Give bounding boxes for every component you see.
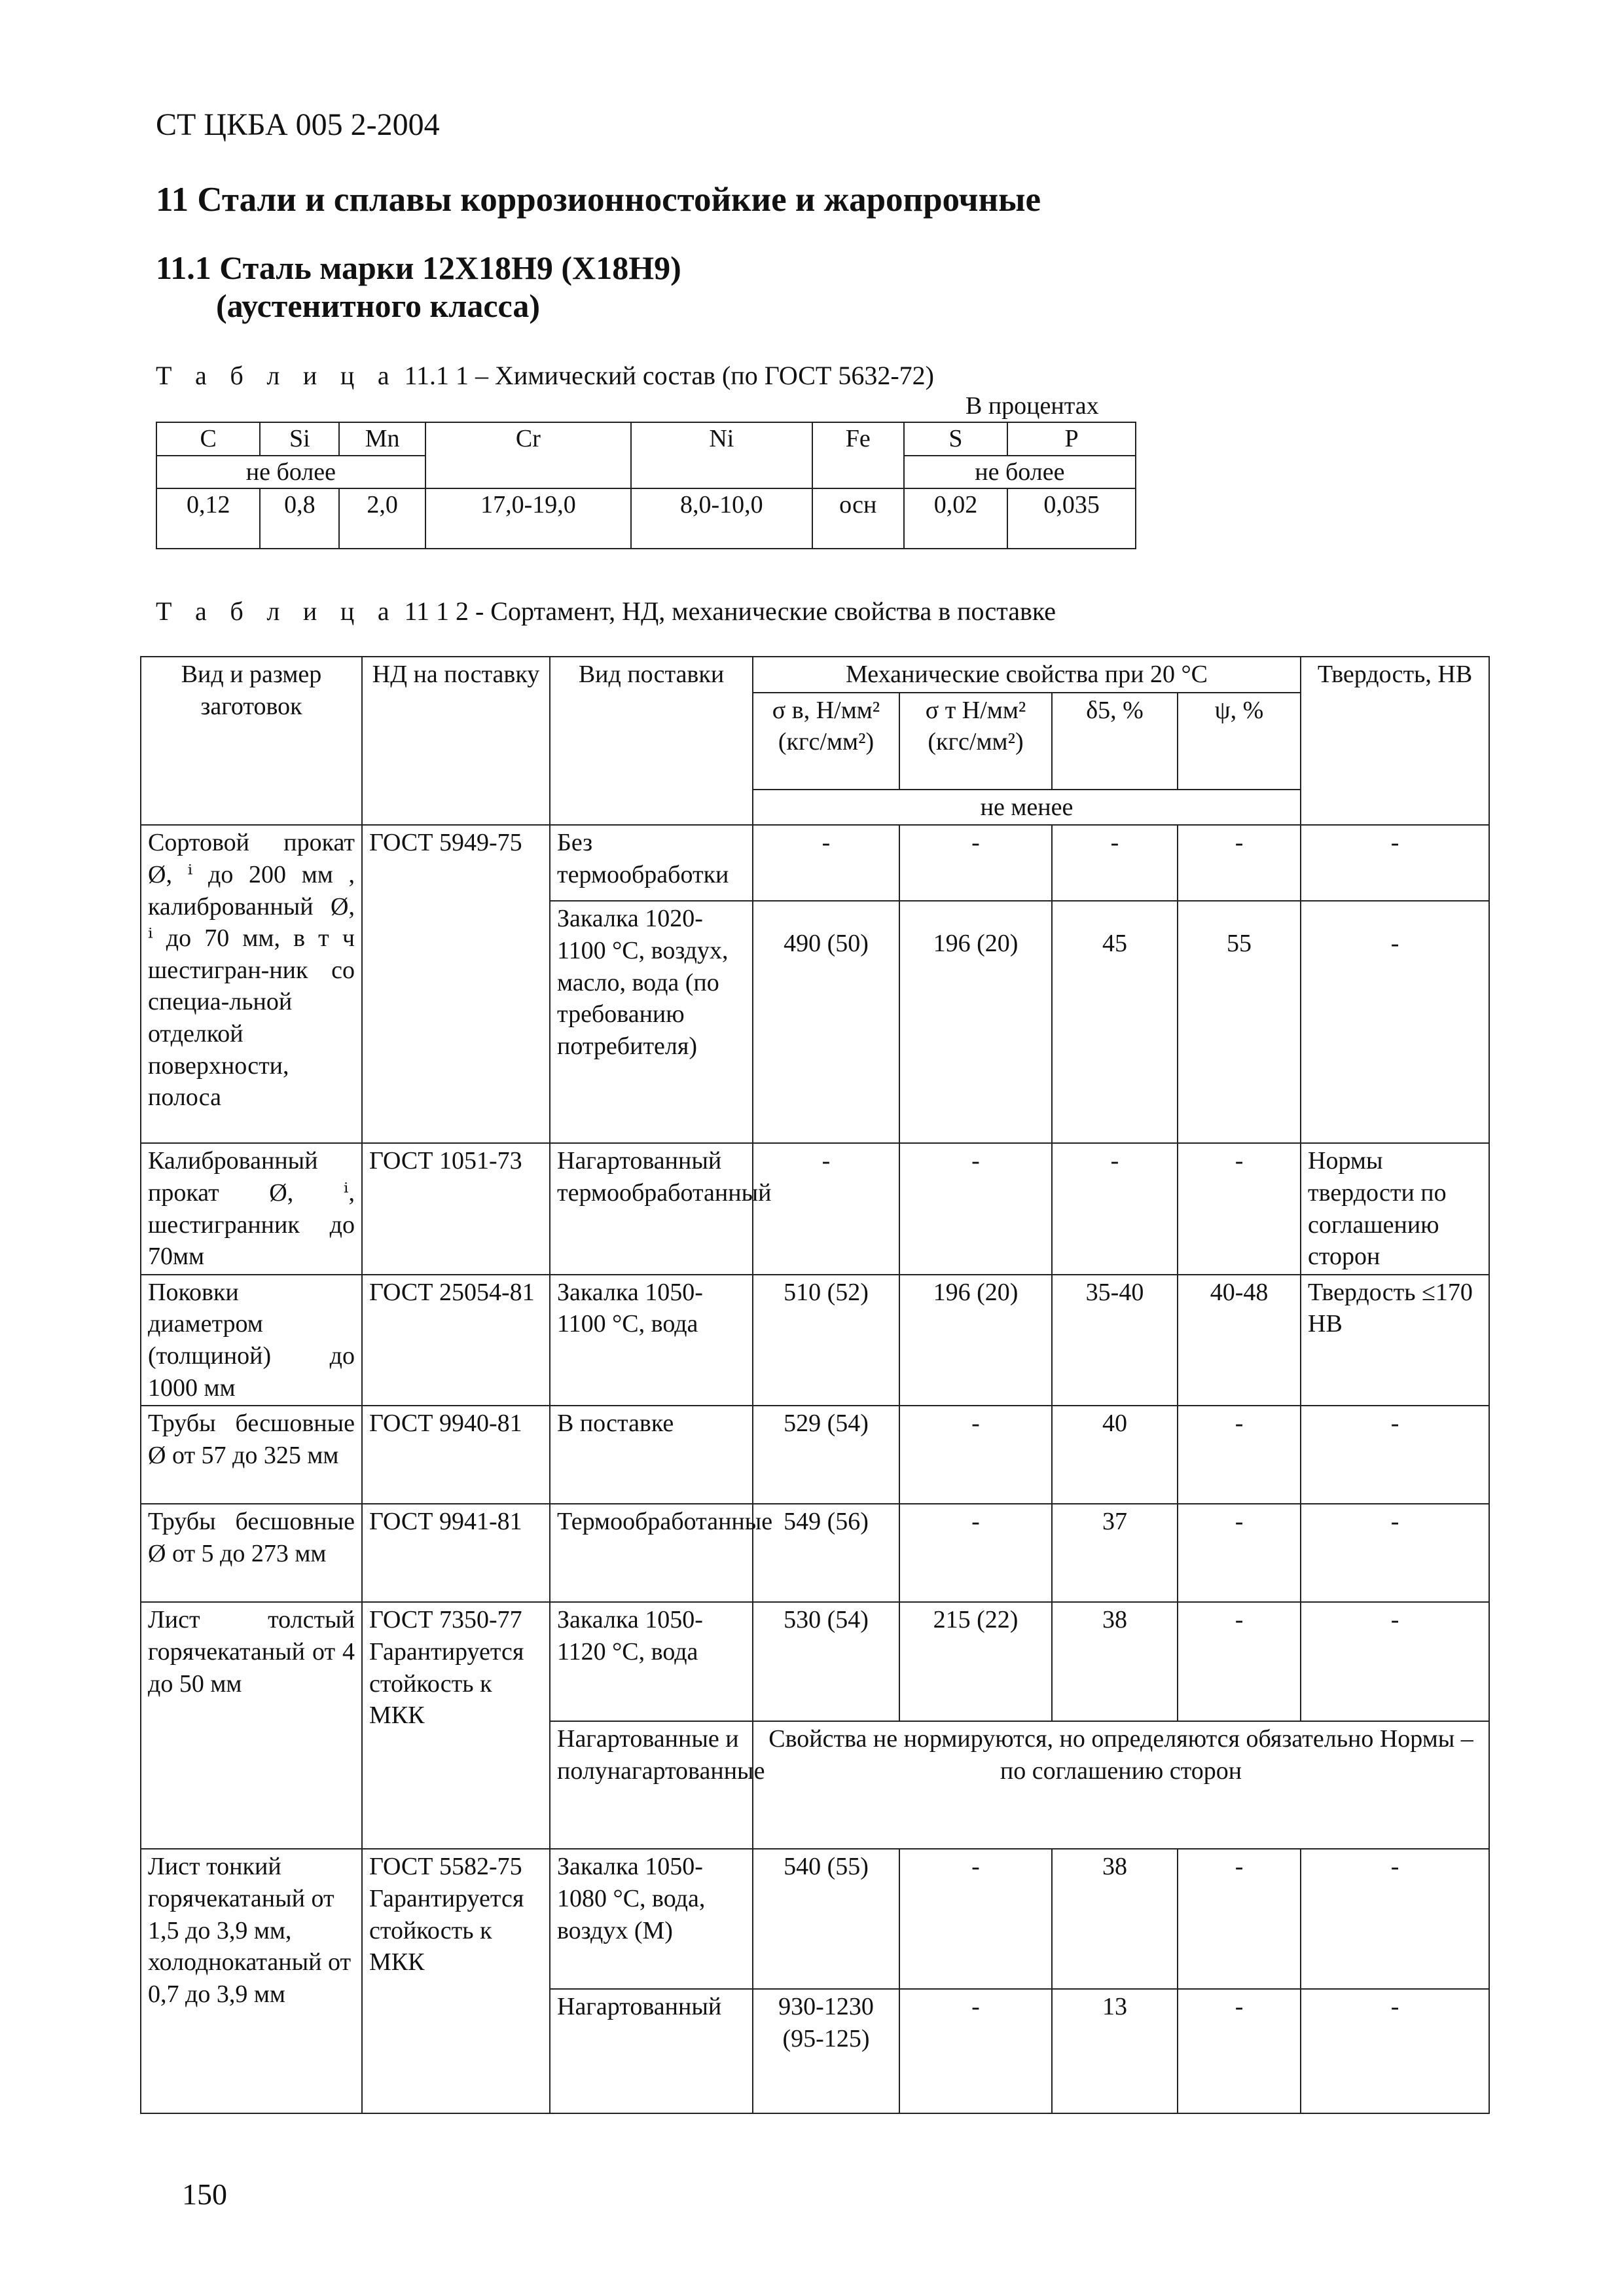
header-kind-size: Вид и размер заготовок xyxy=(141,657,362,825)
row-sigma-t: 215 (22) xyxy=(899,1602,1052,1721)
row-note: Свойства не нормируются, но определяются обязательно Нормы – по соглашению сторон xyxy=(753,1721,1489,1849)
row-psi: - xyxy=(1178,1406,1301,1504)
row-hardness: - xyxy=(1301,901,1489,1143)
table2-caption xyxy=(156,596,1056,627)
table1-header-row xyxy=(156,422,1136,456)
row-sigma-t: 196 (20) xyxy=(899,901,1052,1143)
table1-value-mn: 2,0 xyxy=(339,488,425,549)
row-hardness: - xyxy=(1301,1406,1489,1504)
chemical-composition-table xyxy=(156,422,1136,549)
table1-value-ni: 8,0-10,0 xyxy=(631,488,812,549)
section-title: 11 Стали и сплавы коррозионностойкие и жаропрочные xyxy=(156,181,1041,219)
row-sigma-t: - xyxy=(899,825,1052,901)
table1-value-c: 0,12 xyxy=(156,488,260,549)
row-sigma-t: - xyxy=(899,1143,1052,1275)
row-kind: Трубы бесшовные Ø от 57 до 325 мм xyxy=(141,1406,362,1504)
table1-col-c: С xyxy=(156,422,260,456)
row-delta: 40 xyxy=(1052,1406,1178,1504)
table1-unit: В процентах xyxy=(965,392,1099,420)
table1-value-p: 0,035 xyxy=(1007,488,1136,549)
row-supply: Термообработанные xyxy=(550,1504,753,1602)
table1-caption-word: Т а б л и ц а xyxy=(156,361,398,390)
row-sigma-b: 540 (55) xyxy=(753,1849,899,1989)
row-psi: - xyxy=(1178,1849,1301,1989)
row-nd: ГОСТ 25054-81 xyxy=(362,1275,550,1406)
row-supply: Нагартованный термообработанный xyxy=(550,1143,753,1275)
row-psi: - xyxy=(1178,1989,1301,2113)
row-sigma-b: 530 (54) xyxy=(753,1602,899,1721)
row-kind: Сортовой прокат Ø, ⁱ до 200 мм , калиброванный Ø, ⁱ до 70 мм, в т ч шестигран-ник со специа-льной отделкой поверхности, полоса xyxy=(141,825,362,1143)
row-supply: Нагартованный xyxy=(550,1989,753,2113)
row-delta: - xyxy=(1052,825,1178,901)
row-supply: Закалка 1020-1100 °С, воздух, масло, вода (по требованию потребителя) xyxy=(550,901,753,1143)
row-nd: ГОСТ 5582-75 Гарантируется стойкость к МКК xyxy=(362,1849,550,2113)
table-row xyxy=(141,1275,1489,1406)
row-delta: 13 xyxy=(1052,1989,1178,2113)
row-nd: ГОСТ 9941-81 xyxy=(362,1504,550,1602)
table1-limit-left: не более xyxy=(156,456,425,489)
table1-col-fe: Fe xyxy=(812,422,904,488)
row-hardness: Твердость ≤170 НВ xyxy=(1301,1275,1489,1406)
row-hardness: - xyxy=(1301,825,1489,901)
header-psi: ψ, % xyxy=(1178,693,1301,790)
row-psi: 55 xyxy=(1178,901,1301,1143)
table1-col-p: P xyxy=(1007,422,1136,456)
row-hardness: - xyxy=(1301,1989,1489,2113)
table1-caption xyxy=(156,360,934,391)
row-hardness: - xyxy=(1301,1849,1489,1989)
subsection-subtitle: (аустенитного класса) xyxy=(216,287,540,324)
row-psi: - xyxy=(1178,1143,1301,1275)
row-psi: - xyxy=(1178,825,1301,901)
row-hardness: - xyxy=(1301,1504,1489,1602)
row-sigma-b: 529 (54) xyxy=(753,1406,899,1504)
row-kind: Лист тонкий горячекатаный от 1,5 до 3,9 мм, холоднокатаный от 0,7 до 3,9 мм xyxy=(141,1849,362,2113)
row-delta: - xyxy=(1052,1143,1178,1275)
row-supply: Закалка 1050-1080 °С, вода, воздух (М) xyxy=(550,1849,753,1989)
row-delta: 37 xyxy=(1052,1504,1178,1602)
row-sigma-t: - xyxy=(899,1849,1052,1989)
page-number: 150 xyxy=(182,2178,227,2211)
header-sigma-b: σ в, Н/мм² (кгс/мм²) xyxy=(753,693,899,790)
row-sigma-b: - xyxy=(753,825,899,901)
row-delta: 35-40 xyxy=(1052,1275,1178,1406)
table1-value-cr: 17,0-19,0 xyxy=(425,488,631,549)
table1-values-row xyxy=(156,488,1136,549)
row-psi: - xyxy=(1178,1602,1301,1721)
row-kind: Калиброванный прокат Ø, ⁱ, шестигранник до 70мм xyxy=(141,1143,362,1275)
row-supply: В поставке xyxy=(550,1406,753,1504)
table1-value-si: 0,8 xyxy=(260,488,339,549)
row-sigma-t: 196 (20) xyxy=(899,1275,1052,1406)
row-sigma-b: 490 (50) xyxy=(753,901,899,1143)
row-supply: Без термообработки xyxy=(550,825,753,901)
table-row xyxy=(141,1504,1489,1602)
header-delta: δ5, % xyxy=(1052,693,1178,790)
table2-caption-text: 11 1 2 - Сортамент, НД, механические свойства в поставке xyxy=(397,596,1056,626)
table1-col-ni: Ni xyxy=(631,422,812,488)
row-sigma-t: - xyxy=(899,1504,1052,1602)
table1-value-fe: осн xyxy=(812,488,904,549)
table2-header-row xyxy=(141,657,1489,693)
table-row xyxy=(141,1406,1489,1504)
row-supply: Нагартованные и полунагартованные xyxy=(550,1721,753,1849)
table-row xyxy=(141,825,1489,901)
row-delta: 38 xyxy=(1052,1849,1178,1989)
row-nd: ГОСТ 1051-73 xyxy=(362,1143,550,1275)
table1-col-mn: Mn xyxy=(339,422,425,456)
row-kind: Поковки диаметром (толщиной) до 1000 мм xyxy=(141,1275,362,1406)
table1-value-s: 0,02 xyxy=(904,488,1007,549)
row-kind: Лист толстый горячекатаный от 4 до 50 мм xyxy=(141,1602,362,1849)
row-sigma-b: - xyxy=(753,1143,899,1275)
row-supply: Закалка 1050-1100 °С, вода xyxy=(550,1275,753,1406)
header-nd: НД на поставку xyxy=(362,657,550,825)
assortment-mechanical-table xyxy=(140,656,1490,2114)
table1-col-s: S xyxy=(904,422,1007,456)
table1-col-si: Si xyxy=(260,422,339,456)
table-row xyxy=(141,1849,1489,1989)
table-row xyxy=(141,1143,1489,1275)
header-supply-kind: Вид поставки xyxy=(550,657,753,825)
row-nd: ГОСТ 9940-81 xyxy=(362,1406,550,1504)
table-row xyxy=(141,1602,1489,1721)
header-sigma-t: σ т Н/мм² (кгс/мм²) xyxy=(899,693,1052,790)
row-delta: 38 xyxy=(1052,1602,1178,1721)
subsection-title: 11.1 Сталь марки 12Х18Н9 (Х18Н9) xyxy=(156,249,681,286)
row-sigma-b: 510 (52) xyxy=(753,1275,899,1406)
row-delta: 45 xyxy=(1052,901,1178,1143)
row-supply: Закалка 1050-1120 °С, вода xyxy=(550,1602,753,1721)
row-sigma-t: - xyxy=(899,1406,1052,1504)
table2-caption-word: Т а б л и ц а xyxy=(156,596,398,626)
row-kind: Трубы бесшовные Ø от 5 до 273 мм xyxy=(141,1504,362,1602)
row-sigma-b: 930-1230 (95-125) xyxy=(753,1989,899,2113)
row-sigma-b: 549 (56) xyxy=(753,1504,899,1602)
row-nd: ГОСТ 5949-75 xyxy=(362,825,550,1143)
header-hardness: Твердость, НВ xyxy=(1301,657,1489,825)
row-psi: - xyxy=(1178,1504,1301,1602)
table1-limit-right: не более xyxy=(904,456,1136,489)
table1-caption-text: 11.1 1 – Химический состав (по ГОСТ 5632-72) xyxy=(397,361,934,390)
header-mechanical-properties: Механические свойства при 20 °С xyxy=(753,657,1301,693)
row-nd: ГОСТ 7350-77 Гарантируется стойкость к МКК xyxy=(362,1602,550,1849)
row-psi: 40-48 xyxy=(1178,1275,1301,1406)
row-sigma-t: - xyxy=(899,1989,1052,2113)
row-hardness: Нормы твердости по соглашению сторон xyxy=(1301,1143,1489,1275)
table1-col-cr: Cr xyxy=(425,422,631,488)
document-code: СТ ЦКБА 005 2-2004 xyxy=(156,107,440,142)
header-not-less: не менее xyxy=(753,790,1301,826)
row-hardness: - xyxy=(1301,1602,1489,1721)
